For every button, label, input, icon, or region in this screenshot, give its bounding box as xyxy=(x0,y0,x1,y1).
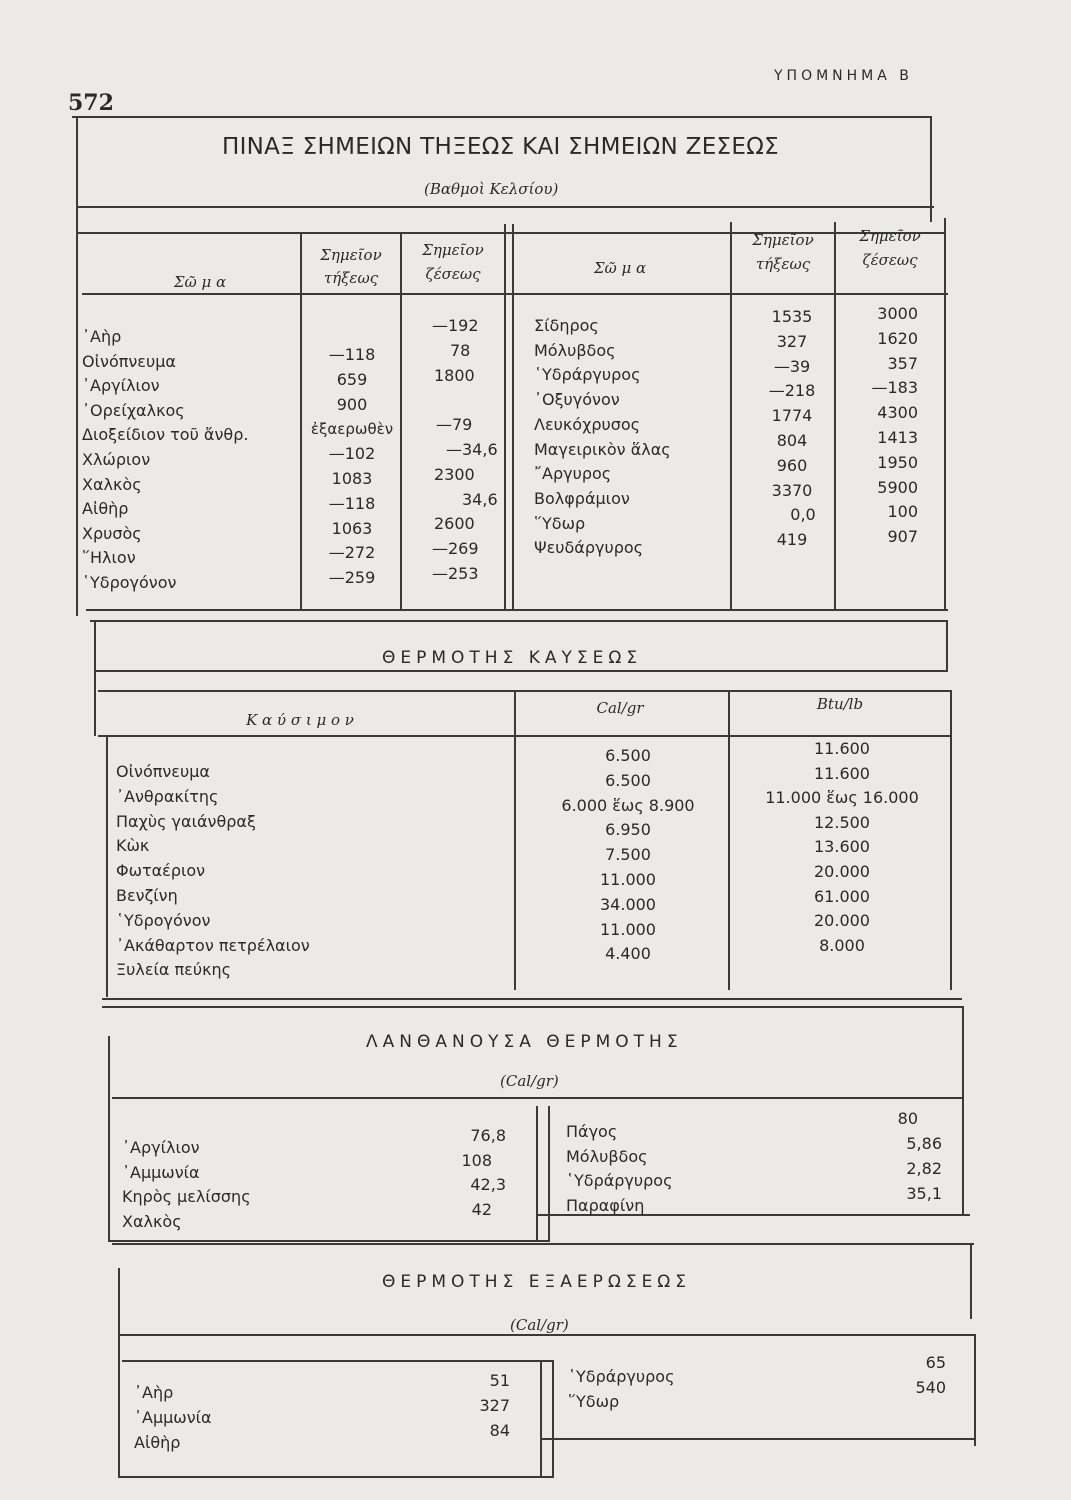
list-item: 11.600 xyxy=(814,739,870,758)
list-item: Χρυσὸς xyxy=(82,523,142,543)
list-item: 5900 xyxy=(877,477,918,497)
list-item: ᾿Ανθρακίτης xyxy=(116,786,219,806)
list-item: 3370 xyxy=(771,480,813,500)
list-item: ῞Ηλιον xyxy=(82,548,136,568)
list-item: 12.500 xyxy=(814,812,870,832)
table2-header-btu: Btu/lb xyxy=(816,695,864,713)
list-item: 1083 xyxy=(331,468,373,488)
list-item: Αἰθὴρ xyxy=(82,499,129,519)
list-item: 65 xyxy=(925,1353,946,1372)
list-item: —39 xyxy=(773,356,811,376)
table4-left-values xyxy=(440,1368,510,1443)
list-item: ἐξαερωθὲν xyxy=(310,420,394,439)
table1-subtitle: (Βαθμοὶ Κελσίου) xyxy=(424,180,559,198)
list-item: 51 xyxy=(489,1371,510,1390)
list-item: Πάγος xyxy=(566,1122,618,1141)
list-item: ῞Υδωρ xyxy=(568,1392,620,1411)
list-item: 3000 xyxy=(877,304,918,323)
list-item: 0,0 xyxy=(790,505,816,525)
table1-header-melt-right-1: Σημεῖον xyxy=(752,231,814,249)
list-item: —259 xyxy=(328,568,376,588)
list-item: —183 xyxy=(871,378,918,398)
list-item: Βενζίνη xyxy=(116,885,178,905)
list-item: ᾿Αὴρ xyxy=(82,327,122,346)
list-item: Αἰθὴρ xyxy=(134,1433,181,1452)
list-item: 6.000 ἕως 8.900 xyxy=(561,795,695,815)
list-item: 1774 xyxy=(771,406,813,426)
list-item: —218 xyxy=(768,381,816,401)
list-item: 34.000 xyxy=(600,894,656,914)
list-item: 20.000 xyxy=(814,861,870,881)
list-item: 34,6 xyxy=(462,489,498,509)
table4-right-names xyxy=(568,1364,674,1414)
list-item: 20.000 xyxy=(814,911,870,931)
list-item: 960 xyxy=(776,455,808,475)
list-item: 804 xyxy=(776,430,808,450)
list-item: ᾿Αργίλιον xyxy=(122,1138,200,1157)
list-item: —34,6 xyxy=(446,439,498,459)
list-item: 327 xyxy=(479,1396,510,1415)
list-item: 78 xyxy=(450,340,471,360)
list-item: 35,1 xyxy=(906,1184,942,1203)
table1-header-melt-left-1: Σημεῖον xyxy=(320,246,382,264)
list-item: 80 xyxy=(897,1109,918,1128)
table2-title: ΘΕΡΜΟΤΗΣ ΚΑΥΣΕΩΣ xyxy=(382,648,643,668)
table1-header-boil-right-2: ζέσεως xyxy=(862,251,918,269)
list-item: Φωταέριον xyxy=(116,861,206,881)
list-item: 11.000 ἕως 16.000 xyxy=(765,788,919,808)
list-item: 2300 xyxy=(434,464,475,484)
list-item: —79 xyxy=(436,415,473,435)
table1-header-boil-left-1: Σημεῖον xyxy=(422,241,484,259)
list-item: 6.950 xyxy=(605,820,651,840)
list-item: 7.500 xyxy=(605,845,651,865)
list-item: —272 xyxy=(328,543,376,563)
list-item: Χλώριον xyxy=(82,449,151,469)
list-item: 11.000 xyxy=(600,919,656,939)
list-item: ῾Υδράργυρος xyxy=(534,365,641,385)
list-item: 357 xyxy=(887,353,918,373)
list-item: ῾Υδρογόνον xyxy=(116,910,211,930)
list-item: ᾿Αὴρ xyxy=(134,1383,174,1402)
list-item: 540 xyxy=(915,1378,946,1397)
list-item: ᾿Αμμωνία xyxy=(122,1162,200,1182)
list-item: 100 xyxy=(887,502,918,522)
list-item: 11.000 xyxy=(600,869,656,889)
list-item: Λευκόχρυσος xyxy=(534,414,641,434)
table1-header-boil-right-1: Σημεῖον xyxy=(859,227,921,245)
table4-left-names xyxy=(134,1380,212,1455)
table3-title: ΛΑΝΘΑΝΟΥΣΑ ΘΕΡΜΟΤΗΣ xyxy=(366,1032,683,1052)
list-item: —102 xyxy=(328,444,376,464)
list-item: ῎Αργυρος xyxy=(534,464,612,484)
list-item: 6.500 xyxy=(605,770,651,790)
list-item: 42 xyxy=(471,1199,492,1219)
list-item: 61.000 xyxy=(814,886,870,906)
table1-header-body-right: Σῶ μ α xyxy=(593,259,647,277)
list-item: 327 xyxy=(776,331,808,351)
list-item: 6.500 xyxy=(605,746,651,765)
table4-right-values xyxy=(880,1350,946,1400)
table4-title: ΘΕΡΜΟΤΗΣ ΕΞΑΕΡΩΣΕΩΣ xyxy=(382,1272,692,1292)
list-item: 108 xyxy=(461,1150,492,1170)
list-item: Ξυλεία πεύκης xyxy=(116,960,232,980)
list-item: 4.400 xyxy=(605,944,651,964)
list-item: Βολφράμιον xyxy=(534,488,630,508)
list-item: 907 xyxy=(887,527,918,547)
table1-title: ΠΙΝΑΞ ΣΗΜΕΙΩΝ ΤΗΞΕΩΣ ΚΑΙ ΣΗΜΕΙΩΝ ΖΕΣΕΩΣ xyxy=(222,134,779,160)
list-item: 4300 xyxy=(877,403,918,423)
list-item: —192 xyxy=(432,316,479,335)
list-item: ᾿Αμμωνία xyxy=(134,1408,212,1427)
list-item: 84 xyxy=(489,1421,510,1440)
table1-header-melt-left-2: τήξεως xyxy=(323,269,379,287)
list-item: 1800 xyxy=(434,365,475,385)
list-item: Διοξείδιον τοῦ ἄνθρ. xyxy=(82,425,249,445)
list-item: 659 xyxy=(336,369,368,389)
list-item: Ψευδάργυρος xyxy=(534,538,644,558)
table2-header-cal: Cal/gr xyxy=(596,699,644,717)
list-item: —118 xyxy=(328,345,376,364)
list-item: ῾Υδράργυρος xyxy=(568,1367,675,1386)
list-item: Κὼκ xyxy=(116,836,150,856)
running-header: ΥΠΟΜΝΗΜΑ Β xyxy=(774,68,913,84)
list-item: Μόλυβδος xyxy=(534,340,616,360)
list-item: —253 xyxy=(432,563,479,583)
list-item: Σίδηρος xyxy=(534,316,599,335)
list-item: Μαγειρικὸν ἅλας xyxy=(534,439,671,459)
page-number: 572 xyxy=(68,90,114,116)
list-item: —269 xyxy=(432,539,479,559)
list-item: 1063 xyxy=(331,518,373,538)
list-item: ῾Υδρογόνον xyxy=(82,572,177,592)
table1-header-boil-left-2: ζέσεως xyxy=(425,265,481,283)
list-item: ᾿Αργίλιον xyxy=(82,376,160,396)
list-item: Παραφίνη xyxy=(566,1195,645,1215)
list-item: 76,8 xyxy=(470,1126,506,1145)
table3-subtitle: (Cal/gr) xyxy=(500,1072,559,1090)
list-item: Χαλκὸς xyxy=(122,1211,182,1231)
list-item: ῾Υδράργυρος xyxy=(566,1171,673,1190)
list-item: 2,82 xyxy=(906,1159,942,1178)
list-item: 1620 xyxy=(877,328,918,348)
list-item: 11.600 xyxy=(814,763,870,783)
list-item: ᾿Οξυγόνον xyxy=(534,390,620,410)
list-item: Οἰνόπνευμα xyxy=(82,351,176,371)
list-item: ῞Υδωρ xyxy=(534,513,586,533)
list-item: 13.600 xyxy=(814,837,870,857)
list-item: 2600 xyxy=(434,514,475,534)
list-item: Κηρὸς μελίσσης xyxy=(122,1187,251,1206)
list-item: Χαλκὸς xyxy=(82,474,142,494)
list-item: 1950 xyxy=(877,452,918,472)
list-item: 42,3 xyxy=(470,1175,506,1194)
list-item: 900 xyxy=(336,394,368,414)
list-item: ᾿Ακάθαρτον πετρέλαιον xyxy=(116,935,310,955)
list-item: Παχὺς γαιάνθραξ xyxy=(116,811,256,831)
table2-header-fuel: Κ α ύ σ ι μ ο ν xyxy=(246,711,354,729)
table1-header-body-left: Σῶ μ α xyxy=(173,273,227,291)
list-item: 1413 xyxy=(877,427,918,447)
list-item: Οἰνόπνευμα xyxy=(116,762,210,781)
list-item: ᾿Ορείχαλκος xyxy=(82,400,185,420)
table4-subtitle: (Cal/gr) xyxy=(510,1316,569,1334)
table1-header-melt-right-2: τήξεως xyxy=(755,255,811,273)
list-item: Μόλυβδος xyxy=(566,1146,648,1166)
list-item: 1535 xyxy=(771,307,813,326)
list-item: 419 xyxy=(776,530,808,550)
list-item: —118 xyxy=(328,493,376,513)
list-item: 5,86 xyxy=(906,1134,942,1153)
list-item: 8.000 xyxy=(819,935,865,955)
